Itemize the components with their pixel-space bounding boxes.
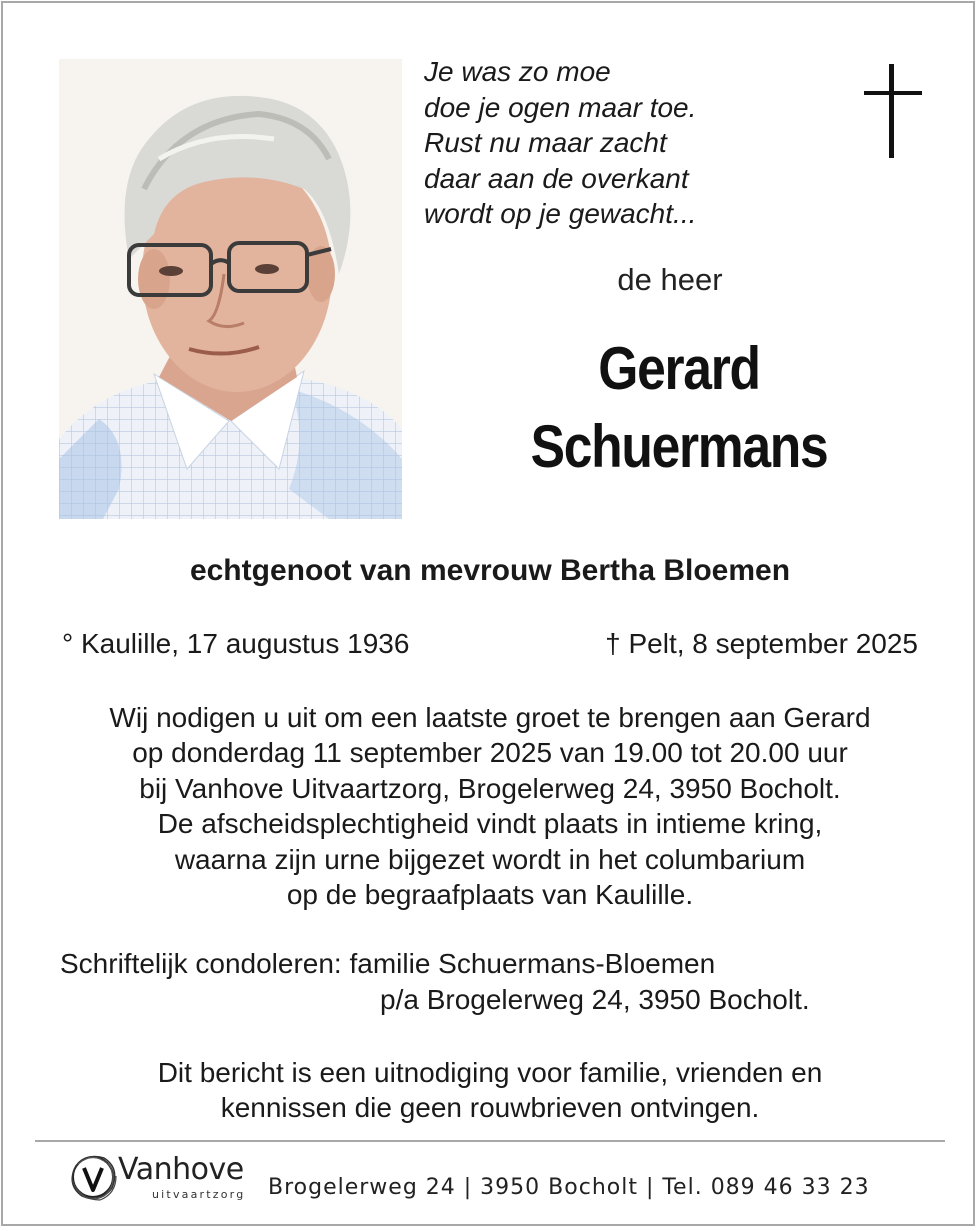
poem-line: daar aan de overkant (424, 162, 689, 194)
last-name: Schuermans (530, 413, 828, 480)
poem-line: Rust nu maar zacht (424, 127, 667, 158)
honorific-title: de heer (617, 262, 723, 297)
invitation-line: De afscheidsplechtigheid vindt plaats in intieme kring, (157, 808, 823, 840)
first-name: Gerard (598, 335, 760, 402)
notice-line: kennissen die geen rouwbrieven ontvingen. (220, 1092, 760, 1124)
logo-subtitle: uitvaartzorg (152, 1188, 246, 1201)
invitation-line: op de begraafplaats van Kaulille. (286, 879, 694, 911)
death-info: † Pelt, 8 september 2025 (605, 628, 918, 659)
invitation-text (40, 700, 940, 912)
vanhove-logo-icon (64, 1150, 122, 1204)
footer-contact: Brogelerweg 24 | 3950 Bocholt | Tel. 089 46 33 23 (268, 1175, 870, 1200)
portrait-illustration (59, 59, 402, 519)
invitation-line: op donderdag 11 september 2025 van 19.00 tot 20.00 uur (132, 737, 848, 769)
condolence-line: Schriftelijk condoleren: familie Schuermans-Bloemen (60, 948, 716, 979)
portrait-photo (59, 59, 402, 519)
poem-line: doe je ogen maar toe. (424, 91, 697, 123)
poem-line: Je was zo moe (424, 56, 611, 87)
deceased-name (499, 330, 858, 486)
notice-line: Dit bericht is een uitnodiging voor familie, vrienden en (157, 1057, 823, 1088)
poem-line: wordt op je gewacht... (424, 198, 697, 229)
cross-icon (864, 64, 922, 158)
poem (424, 54, 804, 232)
invitation-line: Wij nodigen u uit om een laatste groet te brengen aan Gerard (109, 702, 871, 733)
notice-text (40, 1055, 940, 1126)
spouse-line: echtgenoot van mevrouw Bertha Bloemen (189, 554, 791, 587)
invitation-line: bij Vanhove Uitvaartzorg, Brogelerweg 24, 3950 Bocholt. (139, 772, 841, 804)
condolence-address: p/a Brogelerweg 24, 3950 Bocholt. (380, 984, 810, 1015)
footer-divider (35, 1140, 945, 1142)
logo-name: Vanhove (118, 1152, 244, 1187)
birth-info: ° Kaulille, 17 augustus 1936 (62, 628, 410, 659)
invitation-line: waarna zijn urne bijgezet wordt in het columbarium (174, 843, 806, 875)
